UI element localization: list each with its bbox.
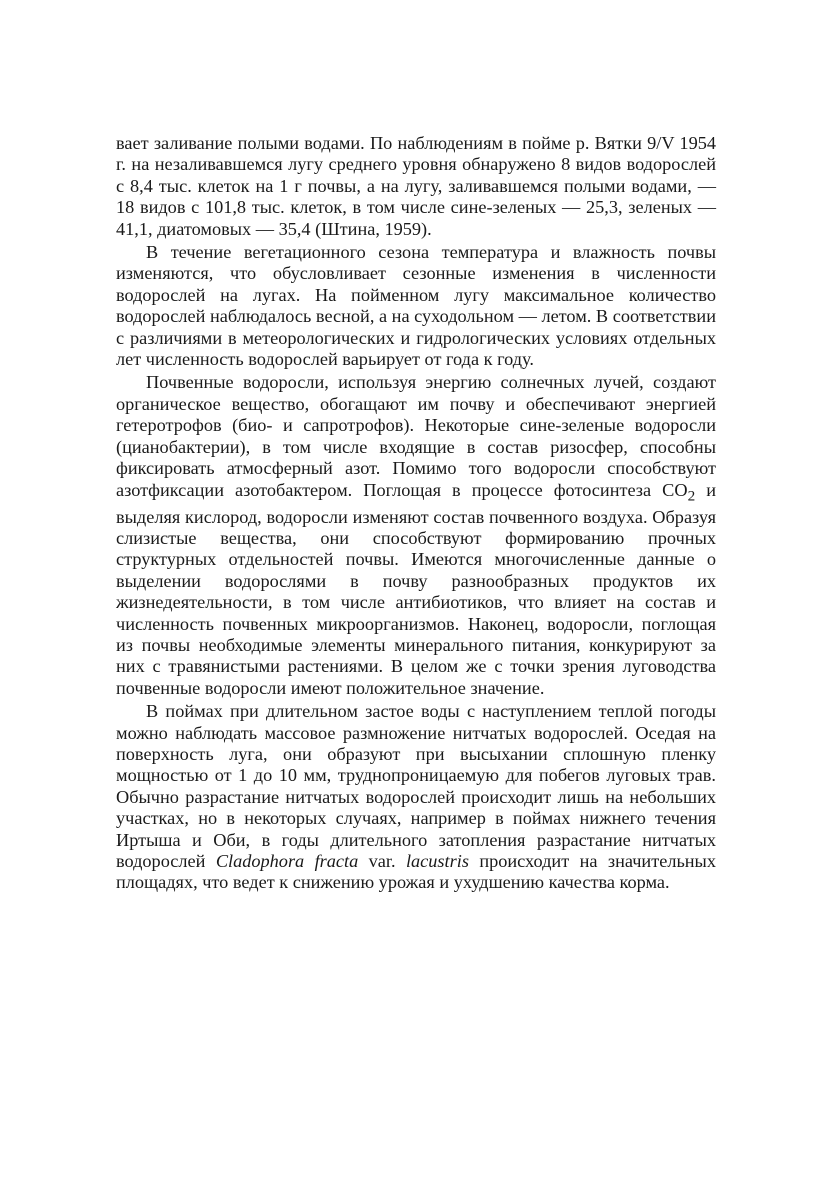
- paragraph-1-text: вает заливание полыми водами. По наблюдениям в пойме р. Вятки 9/V 1954 г. на незаливавшемся лугу среднего уровня обнаружено 8 видов водорослей с 8,4 тыс. клеток на 1 г почвы, а на лугу, заливавшемся полыми водами, — 18 видов с 101,8 тыс. клеток, в том числе сине-зеленых — 25,3, зеленых — 41,1, диатомовых — 35,4 (Штина, 1959).: [116, 133, 716, 239]
- page-text-block: [116, 133, 716, 894]
- paragraph-3-text-b: и выделяя кислород, водоросли изменяют состав почвенного воздуха. Образуя слизистые вещества, они способствуют формированию прочных структурных отдельностей почвы. Имеются многочисленные данные о выделении водорослями в почву разнообразных продуктов их жизнедеятельности, в том числе антибиотиков, что влияет на состав и численность почвенных микроорганизмов. Наконец, водоросли, поглощая из почвы необходимые элементы минерального питания, конкурируют за них с травянистыми растениями. В целом же с точки зрения луговодства почвенные водоросли имеют положительное значение.: [116, 479, 716, 698]
- paragraph-2-text: В течение вегетационного сезона температура и влажность почвы изменяются, что обусловливает сезонные изменения в численности водорослей на лугах. На пойменном лугу максимальное количество водорослей наблюдалось весной, а на суходольном — летом. В соответствии с различиями в метеорологических и гидрологических условиях отдельных лет численность водорослей варьирует от года к году.: [116, 242, 716, 370]
- paragraph-4-text-b: происходит на значительных площадях, что ведет к снижению урожая и ухудшению качества корма.: [116, 851, 716, 893]
- species-name-variety: lacustris: [405, 851, 469, 872]
- paragraph-4: [116, 701, 716, 894]
- paragraph-4-text-a: В поймах при длительном застое воды с наступлением теплой погоды можно наблюдать массовое размножение нитчатых водорослей. Оседая на поверхность луга, они образуют при высыхании сплошную пленку мощностью от 1 до 10 мм, труднопроницаемую для побегов луговых трав. Обычно разрастание нитчатых водорослей происходит лишь на небольших участках, но в некоторых случаях, например в поймах нижнего течения Иртыша и Оби, в годы длительного затопления разрастание нитчатых водорослей: [116, 701, 716, 872]
- paragraph-2: [116, 242, 716, 370]
- co2-subscript: 2: [687, 487, 696, 505]
- paragraph-3: [116, 372, 716, 699]
- species-name-genus: Cladophora fracta: [215, 851, 359, 872]
- paragraph-4-text-var: var.: [358, 851, 406, 872]
- paragraph-1: [116, 133, 716, 240]
- paragraph-3-text-a: Почвенные водоросли, используя энергию солнечных лучей, создают органическое вещество, обогащают им почву и обеспечивают энергией гетеротрофов (био- и сапротрофов). Некоторые сине-зеленые водоросли (цианобактерии), в том числе входящие в состав ризосфер, способны фиксировать атмосферный азот. Помимо того водоросли способствуют азотфиксации азотобактером. Поглощая в процессе фотосинтеза CO: [116, 372, 716, 500]
